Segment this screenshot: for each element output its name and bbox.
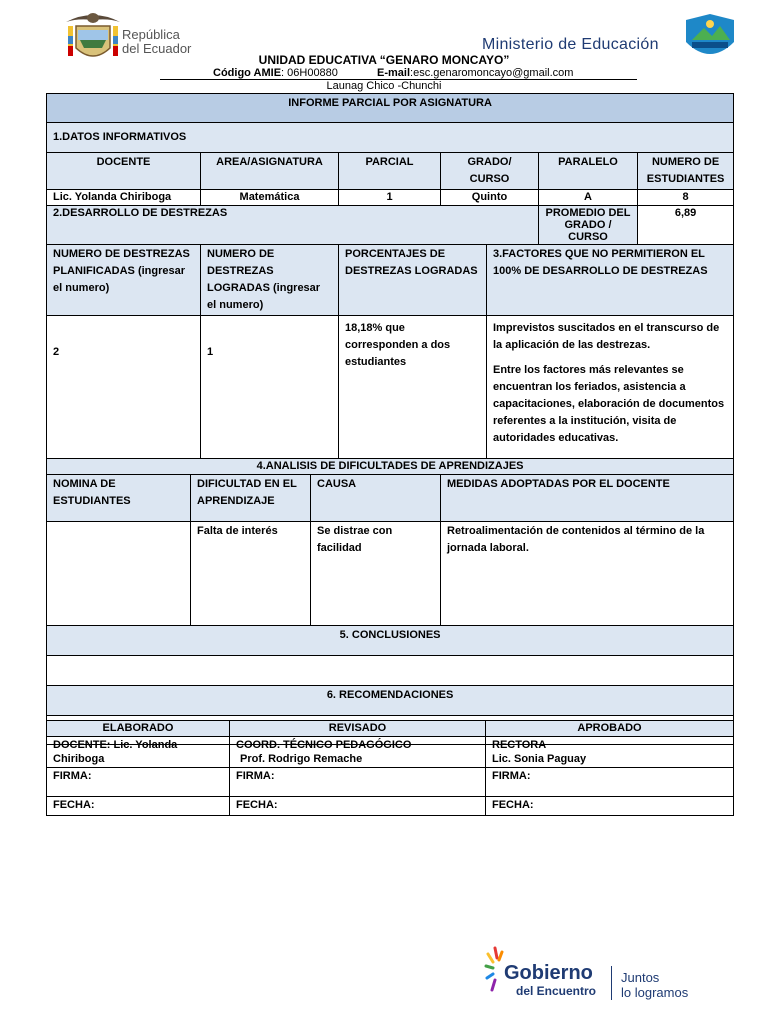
footer-separator [611, 966, 612, 1000]
aprobado-fecha: FECHA: [486, 797, 734, 816]
school-location: Launag Chico -Chunchi [326, 80, 442, 92]
section-recomendaciones: 6. RECOMENDACIONES [47, 686, 734, 716]
value-docente: Lic. Yolanda Chiriboga [47, 190, 201, 206]
aprobado-firma: FIRMA: [486, 768, 734, 797]
value-medidas: Retroalimentación de contenidos al término de la jornada laboral. [441, 522, 734, 626]
value-porcentajes: 18,18% que corresponden a dos estudiantes [339, 316, 487, 459]
elaborado-fecha: FECHA: [47, 797, 230, 816]
header-docente: DOCENTE [47, 153, 201, 190]
section-desarrollo-destrezas: 2.DESARROLLO DE DESTREZAS [47, 206, 539, 245]
school-name: UNIDAD EDUCATIVA “GENARO MONCAYO” [258, 53, 510, 67]
value-causa: Se distrae con facilidad [311, 522, 441, 626]
header-causa: CAUSA [311, 475, 441, 522]
amie-code: Código AMIE: 06H00880 [213, 67, 338, 79]
gobierno-burst-icon [484, 944, 506, 998]
header-elaborado: ELABORADO [47, 721, 230, 737]
section-datos-informativos: 1.DATOS INFORMATIVOS [47, 123, 734, 153]
value-destrezas-planificadas: 2 [47, 316, 201, 459]
value-dificultad: Falta de interés [191, 522, 311, 626]
section-conclusiones: 5. CONCLUSIONES [47, 626, 734, 656]
report-title: INFORME PARCIAL POR ASIGNATURA [47, 94, 734, 123]
gobierno-label: Gobierno [504, 962, 593, 984]
header-grado: GRADO/ CURSO [441, 153, 539, 190]
header-medidas: MEDIDAS ADOPTADAS POR EL DOCENTE [441, 475, 734, 522]
header-porcentajes: PORCENTAJES DE DESTREZAS LOGRADAS [339, 245, 487, 316]
header-parcial: PARCIAL [339, 153, 441, 190]
header-numero-estudiantes: NUMERO DE ESTUDIANTES [638, 153, 734, 190]
section-analisis-dificultades: 4.ANALISIS DE DIFICULTADES DE APRENDIZAJES [47, 459, 734, 475]
slogan: Juntos lo logramos [621, 970, 689, 1000]
conclusiones-content [47, 656, 734, 686]
elaborado-person: DOCENTE: Lic. Yolanda Chiriboga [47, 737, 230, 768]
elaborado-firma: FIRMA: [47, 768, 230, 797]
revisado-fecha: FECHA: [230, 797, 486, 816]
value-destrezas-logradas: 1 [201, 316, 339, 459]
header-aprobado: APROBADO [486, 721, 734, 737]
school-email: E-mail:esc.genaromoncayo@gmail.com [377, 67, 574, 79]
header-factores: 3.FACTORES QUE NO PERMITIERON EL 100% DE DESARROLLO DE DESTREZAS [487, 245, 734, 316]
promedio-value: 6,89 [638, 206, 734, 245]
value-factores [487, 316, 734, 459]
signature-table [46, 720, 734, 816]
republic-label: República del Ecuador [122, 27, 192, 56]
value-paralelo: A [539, 190, 638, 206]
header-nomina: NOMINA DE ESTUDIANTES [47, 475, 191, 522]
header-destrezas-planificadas: NUMERO DE DESTREZAS PLANIFICADAS (ingresar el numero) [47, 245, 201, 316]
revisado-person: COORD. TÉCNICO PEDAGÓGICO Prof. Rodrigo Remache [230, 737, 486, 768]
revisado-firma: FIRMA: [230, 768, 486, 797]
value-parcial: 1 [339, 190, 441, 206]
header-area: AREA/ASIGNATURA [201, 153, 339, 190]
header-dificultad: DIFICULTAD EN EL APRENDIZAJE [191, 475, 311, 522]
factores-paragraph-2: Entre los factores más relevantes se encuentran los feriados, asistencia a capacitaciones, elaboración de documentos referentes a la institución, visita de autoridades educativas. [493, 364, 725, 444]
value-area: Matemática [201, 190, 339, 206]
header-destrezas-logradas: NUMERO DE DESTREZAS LOGRADAS (ingresar el numero) [201, 245, 339, 316]
value-grado: Quinto [441, 190, 539, 206]
factores-paragraph-1: Imprevistos suscitados en el transcurso de la aplicación de las destrezas. [493, 322, 720, 351]
value-nomina [47, 522, 191, 626]
aprobado-person: RECTORA Lic. Sonia Paguay [486, 737, 734, 768]
value-numero-estudiantes: 8 [638, 190, 734, 206]
header-paralelo: PARALELO [539, 153, 638, 190]
encuentro-label: del Encuentro [516, 984, 597, 998]
header-revisado: REVISADO [230, 721, 486, 737]
report-table [46, 93, 734, 745]
promedio-label: PROMEDIO DEL GRADO / CURSO [539, 206, 638, 245]
ministry-name: Ministerio de Educación [482, 36, 659, 53]
